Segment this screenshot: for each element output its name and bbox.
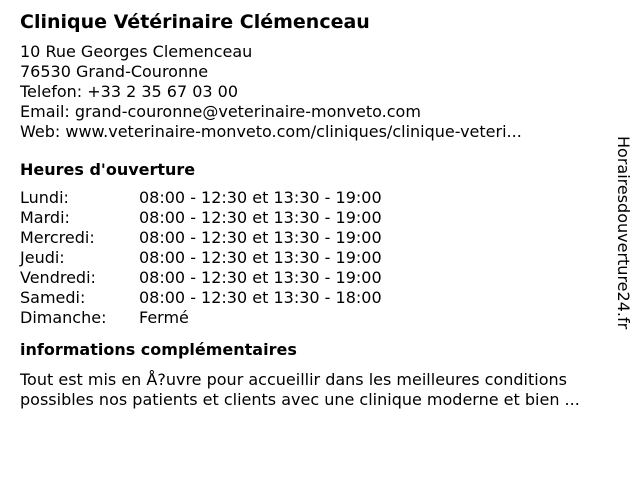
day-label: Mardi: bbox=[20, 208, 70, 227]
hours-row-lundi bbox=[20, 188, 612, 208]
day-label: Lundi: bbox=[20, 188, 69, 207]
clinic-name: Clinique Vétérinaire Clémenceau bbox=[20, 11, 370, 33]
clinic-card bbox=[20, 10, 612, 410]
day-label: Samedi: bbox=[20, 288, 86, 307]
hours-row-mercredi bbox=[20, 228, 612, 248]
street-address: 10 Rue Georges Clemenceau bbox=[20, 42, 253, 61]
hours-value: 08:00 - 12:30 et 13:30 - 19:00 bbox=[139, 228, 382, 247]
opening-hours-table bbox=[20, 188, 612, 328]
email-address: Email: grand-couronne@veterinaire-monveto.com bbox=[20, 102, 421, 121]
website-url: Web: www.veterinaire-monveto.com/cliniques/clinique-veteri... bbox=[20, 122, 522, 141]
opening-hours-heading: Heures d'ouverture bbox=[20, 160, 196, 179]
city-postcode: 76530 Grand-Couronne bbox=[20, 62, 209, 81]
day-label: Dimanche: bbox=[20, 308, 107, 327]
hours-row-vendredi bbox=[20, 268, 612, 288]
hours-row-dimanche bbox=[20, 308, 612, 328]
site-watermark bbox=[612, 136, 634, 340]
day-label: Jeudi: bbox=[20, 248, 65, 267]
hours-value: Fermé bbox=[139, 308, 189, 327]
hours-row-mardi bbox=[20, 208, 612, 228]
day-label: Mercredi: bbox=[20, 228, 95, 247]
phone-number: Telefon: +33 2 35 67 03 00 bbox=[20, 82, 239, 101]
day-label: Vendredi: bbox=[20, 268, 96, 287]
additional-info-heading: informations complémentaires bbox=[20, 340, 297, 359]
hours-row-jeudi bbox=[20, 248, 612, 268]
additional-info-line: Tout est mis en Å?uvre pour accueillir dans les meilleures conditions bbox=[20, 370, 567, 389]
hours-row-samedi bbox=[20, 288, 612, 308]
hours-value: 08:00 - 12:30 et 13:30 - 18:00 bbox=[139, 288, 382, 307]
additional-info-line: possibles nos patients et clients avec une clinique moderne et bien ... bbox=[20, 390, 580, 409]
hours-value: 08:00 - 12:30 et 13:30 - 19:00 bbox=[139, 188, 382, 207]
site-watermark-text: Horairesdouverture24.fr bbox=[614, 136, 633, 330]
address-block bbox=[20, 42, 612, 142]
hours-value: 08:00 - 12:30 et 13:30 - 19:00 bbox=[139, 248, 382, 267]
hours-value: 08:00 - 12:30 et 13:30 - 19:00 bbox=[139, 208, 382, 227]
hours-value: 08:00 - 12:30 et 13:30 - 19:00 bbox=[139, 268, 382, 287]
